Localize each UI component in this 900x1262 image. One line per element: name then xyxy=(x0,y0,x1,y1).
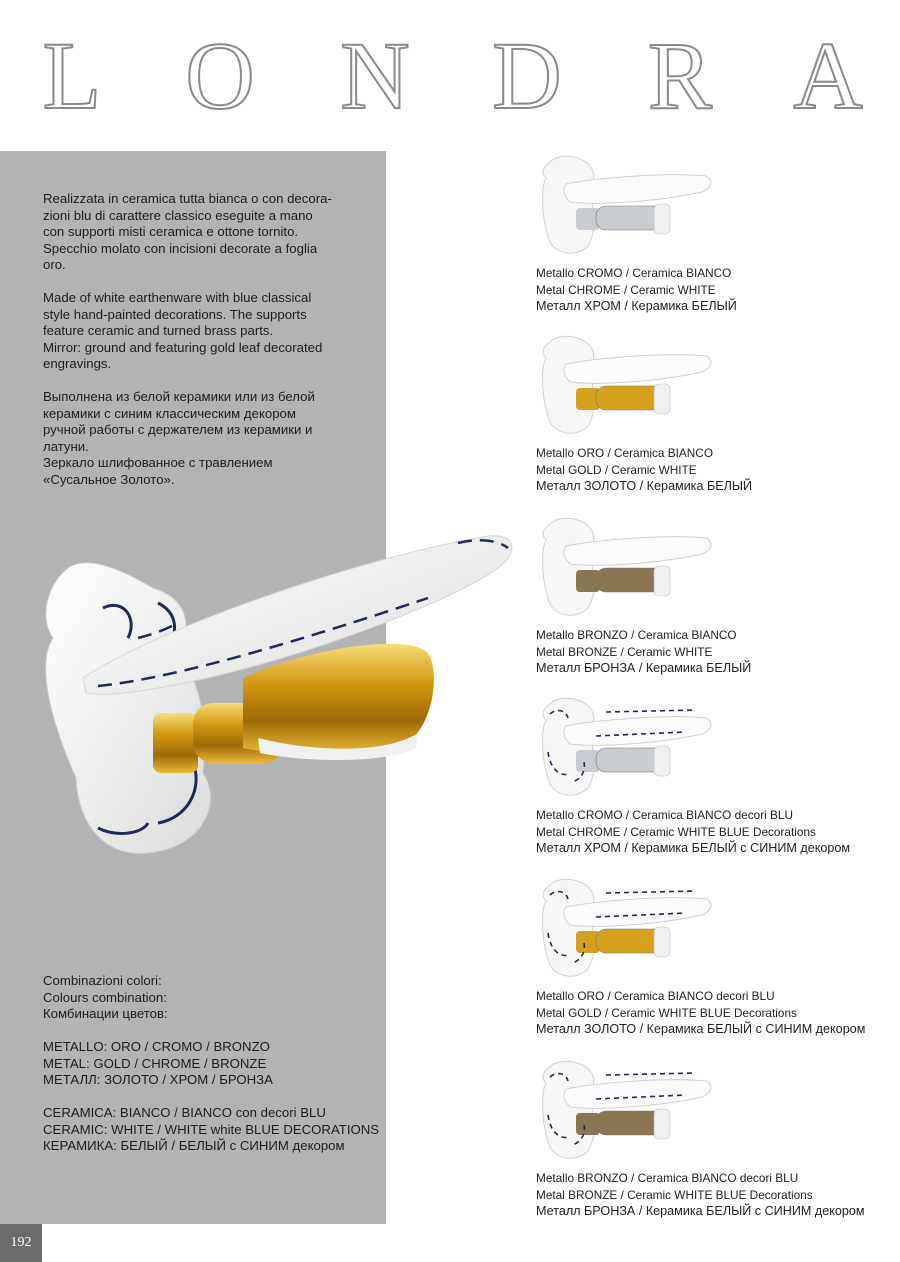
title-letter: N xyxy=(340,22,410,129)
variant-item xyxy=(536,150,876,315)
variant-item xyxy=(536,512,876,677)
variant-caption-en: Metal GOLD / Ceramic WHITE BLUE Decorations xyxy=(536,1005,797,1020)
title-lettering xyxy=(0,22,900,132)
description-english: Made of white earthenware with blue classical style hand-painted decorations. The supports feature ceramic and turned brass parts. Mirror: ground and featuring gold leaf decorated engravings. xyxy=(43,290,323,371)
variant-caption-en: Metal BRONZE / Ceramic WHITE xyxy=(536,644,713,659)
variant-caption-ru: Металл ЗОЛОТО / Керамика БЕЛЫЙ с СИНИМ декором xyxy=(536,1022,866,1036)
metal-options-en: METAL: GOLD / CHROME / BRONZE xyxy=(43,1055,267,1071)
title-letter: R xyxy=(647,22,713,129)
description-italian: Realizzata in ceramica tutta bianca o con decora- zioni blu di carattere classico eseguite a mano con supporti misti ceramica e ottone tornito. Specchio molato con incisioni decorate a foglia oro. xyxy=(43,191,332,272)
variant-thumbnail xyxy=(536,1055,726,1165)
combinations-heading-ru: Комбинации цветов: xyxy=(43,1006,168,1021)
title-letter: D xyxy=(492,22,562,129)
metal-options xyxy=(43,1039,383,1089)
variant-caption-ru: Металл БРОНЗА / Керамика БЕЛЫЙ с СИНИМ декором xyxy=(536,1204,865,1218)
variant-caption-it: Metallo ORO / Ceramica BIANCO xyxy=(536,446,713,460)
variant-caption-it: Metallo ORO / Ceramica BIANCO decori BLU xyxy=(536,989,775,1003)
variant-caption-it: Metallo CROMO / Ceramica BIANCO decori BLU xyxy=(536,808,793,822)
combinations-heading-en: Colours combination: xyxy=(43,989,167,1005)
variant-item xyxy=(536,1055,876,1220)
variant-item xyxy=(536,692,876,857)
variant-caption-it: Metallo BRONZO / Ceramica BIANCO xyxy=(536,628,737,642)
title-letter: O xyxy=(185,22,255,129)
variant-caption-en: Metal CHROME / Ceramic WHITE BLUE Decorations xyxy=(536,824,816,839)
variant-thumbnail xyxy=(536,692,726,802)
variant-thumbnail xyxy=(536,873,726,983)
variant-caption xyxy=(536,1170,876,1220)
hero-soap-dish-image xyxy=(28,528,518,868)
variant-caption-it: Metallo BRONZO / Ceramica BIANCO decori BLU xyxy=(536,1171,799,1185)
combinations-heading xyxy=(43,973,383,1023)
color-combinations xyxy=(43,973,383,1171)
variant-item xyxy=(536,330,876,495)
variant-caption-ru: Металл БРОНЗА / Керамика БЕЛЫЙ xyxy=(536,661,752,675)
variant-caption xyxy=(536,807,876,857)
ceramic-options-en: CERAMIC: WHITE / WHITE white BLUE DECORATIONS xyxy=(43,1121,380,1137)
page-number: 192 xyxy=(0,1224,42,1262)
variant-item xyxy=(536,873,876,1038)
ceramic-options xyxy=(43,1105,383,1155)
variant-caption xyxy=(536,627,876,677)
gold-collar xyxy=(153,713,198,773)
variant-caption-en: Metal GOLD / Ceramic WHITE xyxy=(536,462,697,477)
title-letter: A xyxy=(793,22,863,129)
metal-options-ru: МЕТАЛЛ: ЗОЛОТО / ХРОМ / БРОНЗА xyxy=(43,1072,273,1087)
description-russian: Выполнена из белой керамики или из белой керамики с синим классическим декором ручной работы с держателем из керамики и латуни. Зеркало шлифованное с травлением «Сусальное Золото». xyxy=(43,389,315,487)
variant-caption-en: Metal CHROME / Ceramic WHITE xyxy=(536,282,716,297)
metal-options-it: METALLO: ORO / CROMO / BRONZO xyxy=(43,1039,270,1054)
variant-thumbnail xyxy=(536,330,726,440)
ceramic-options-ru: КЕРАМИКА: БЕЛЫЙ / БЕЛЫЙ с СИНИМ декором xyxy=(43,1138,345,1153)
wall-plate xyxy=(46,563,211,854)
variant-caption-ru: Металл ХРОМ / Керамика БЕЛЫЙ xyxy=(536,299,737,313)
variant-caption xyxy=(536,445,876,495)
title-letter: L xyxy=(42,22,102,129)
description-text xyxy=(43,191,363,505)
variant-caption-ru: Металл ЗОЛОТО / Керамика БЕЛЫЙ xyxy=(536,479,753,493)
page-title xyxy=(0,22,900,132)
variant-caption xyxy=(536,265,876,315)
variant-caption xyxy=(536,988,876,1038)
combinations-heading-it: Combinazioni colori: xyxy=(43,973,162,988)
variant-thumbnail xyxy=(536,512,726,622)
variant-thumbnail xyxy=(536,150,726,260)
ceramic-options-it: CERAMICA: BIANCO / BIANCO con decori BLU xyxy=(43,1105,326,1120)
variant-caption-ru: Металл ХРОМ / Керамика БЕЛЫЙ с СИНИМ декором xyxy=(536,841,851,855)
variant-caption-en: Metal BRONZE / Ceramic WHITE BLUE Decorations xyxy=(536,1187,813,1202)
variant-caption-it: Metallo CROMO / Ceramica BIANCO xyxy=(536,266,732,280)
